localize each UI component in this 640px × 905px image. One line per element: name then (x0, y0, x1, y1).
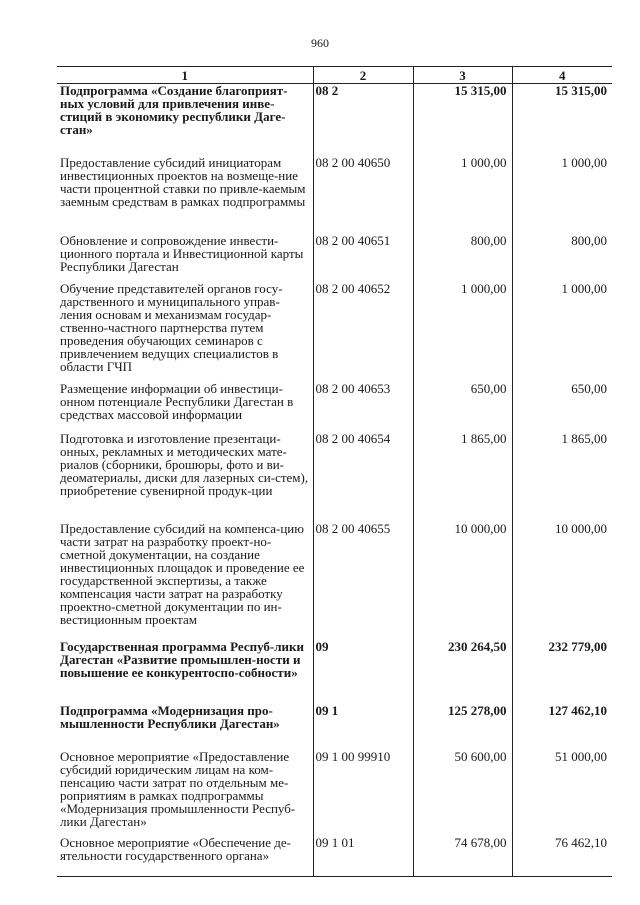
row-name-cell: Предоставление субсидий инициаторам инвестиционных проектов на возмеще-ние части процентной ставки по привле-каемым заемным средствам в рамках подпрограммы (60, 155, 306, 209)
table-header-row (57, 67, 612, 84)
row-name-cell: Обучение представителей органов госу-дарственного и муниципального управ-ления основам и механизмам государ-ственно-частного партнерства путем проведения обучающих семинаров с привлечением ведущих специалистов в области ГЧП (60, 281, 283, 374)
table-row (57, 156, 612, 234)
row-name-cell: Подпрограмма «Модернизация про-мышленности Республики Дагестан» (60, 703, 280, 731)
table-body (57, 84, 612, 877)
row-code-cell: 08 2 00 40650 (313, 156, 413, 234)
row-name-cell: Подготовка и изготовление презентаци-онных, рекламных и методических мате-риалов (сборники, брошюры, фото и ви-деоматериалы, диски для лазерных си-стем), приобретение сувенирной продук-ции (60, 431, 309, 498)
row-value-1-cell: 1 000,00 (413, 156, 512, 234)
row-name-cell: Размещение информации об инвестици-онном потенциале Республики Дагестан в средствах массовой информации (60, 381, 294, 422)
row-value-2-cell: 10 000,00 (512, 522, 612, 640)
row-value-2-cell: 800,00 (512, 234, 612, 282)
row-value-2-cell: 76 462,10 (512, 836, 612, 877)
column-header-3: 3 (413, 67, 512, 84)
row-value-2-cell: 232 779,00 (512, 640, 612, 704)
table-row (57, 282, 612, 382)
row-name-cell: Основное мероприятие «Предоставление субсидий юридическим лицам на ком-пенсацию части затрат по отдельным ме-роприятиям в рамках подпрограммы «Модернизация промышленности Респуб-лики Дагестан» (60, 749, 296, 829)
row-name-cell: Предоставление субсидий на компенса-цию части затрат на разработку проект-но-сметной документации, на создание инвестиционных площадок и проведение ее государственной экспертизы, а также компенсация части затрат на разработку проектно-сметной документации по ин-вестиционным проектам (60, 521, 305, 627)
table-row (57, 836, 612, 877)
row-value-1-cell: 800,00 (413, 234, 512, 282)
row-value-1-cell: 1 865,00 (413, 432, 512, 522)
column-header-4: 4 (512, 67, 612, 84)
table-row (57, 84, 612, 157)
row-value-1-cell: 10 000,00 (413, 522, 512, 640)
page-number: 960 (311, 36, 329, 50)
row-value-2-cell: 15 315,00 (512, 84, 612, 157)
row-value-1-cell: 650,00 (413, 382, 512, 432)
row-name-cell: Государственная программа Респуб-лики Дагестан «Развитие промышлен-ности и повышение ее конкурентоспо-собности» (60, 639, 305, 680)
row-value-1-cell: 74 678,00 (413, 836, 512, 877)
row-code-cell: 09 1 (313, 704, 413, 750)
row-value-2-cell: 1 000,00 (512, 282, 612, 382)
row-value-2-cell: 1 000,00 (512, 156, 612, 234)
row-name-cell: Обновление и сопровождение инвести-ционного портала и Инвестиционной карты Республики Дагестан (60, 233, 304, 274)
row-value-2-cell: 1 865,00 (512, 432, 612, 522)
table-row (57, 704, 612, 750)
row-name-cell: Подпрограмма «Создание благоприят-ных условий для привлечения инве-стиций в экономику республики Даге-стан» (60, 83, 288, 137)
row-value-2-cell: 51 000,00 (512, 750, 612, 836)
column-header-2: 2 (313, 67, 413, 84)
row-code-cell: 09 1 00 99910 (313, 750, 413, 836)
row-code-cell: 08 2 00 40652 (313, 282, 413, 382)
row-code-cell: 08 2 00 40655 (313, 522, 413, 640)
table-row (57, 432, 612, 522)
row-value-1-cell: 50 600,00 (413, 750, 512, 836)
row-value-1-cell: 1 000,00 (413, 282, 512, 382)
row-value-1-cell: 15 315,00 (413, 84, 512, 157)
table-row (57, 640, 612, 704)
row-value-1-cell: 125 278,00 (413, 704, 512, 750)
row-code-cell: 08 2 00 40653 (313, 382, 413, 432)
table-row (57, 522, 612, 640)
row-name-cell: Основное мероприятие «Обеспечение де-ятельности государственного органа» (57, 836, 313, 877)
row-code-cell: 08 2 00 40651 (313, 234, 413, 282)
column-header-1: 1 (57, 67, 313, 84)
row-code-cell: 09 1 01 (313, 836, 413, 877)
table-row (57, 382, 612, 432)
row-value-2-cell: 650,00 (512, 382, 612, 432)
row-value-2-cell: 127 462,10 (512, 704, 612, 750)
table-row (57, 234, 612, 282)
budget-table (57, 66, 612, 877)
row-code-cell: 09 (313, 640, 413, 704)
row-value-1-cell: 230 264,50 (413, 640, 512, 704)
row-code-cell: 08 2 00 40654 (313, 432, 413, 522)
row-code-cell: 08 2 (313, 84, 413, 157)
table-row (57, 750, 612, 836)
